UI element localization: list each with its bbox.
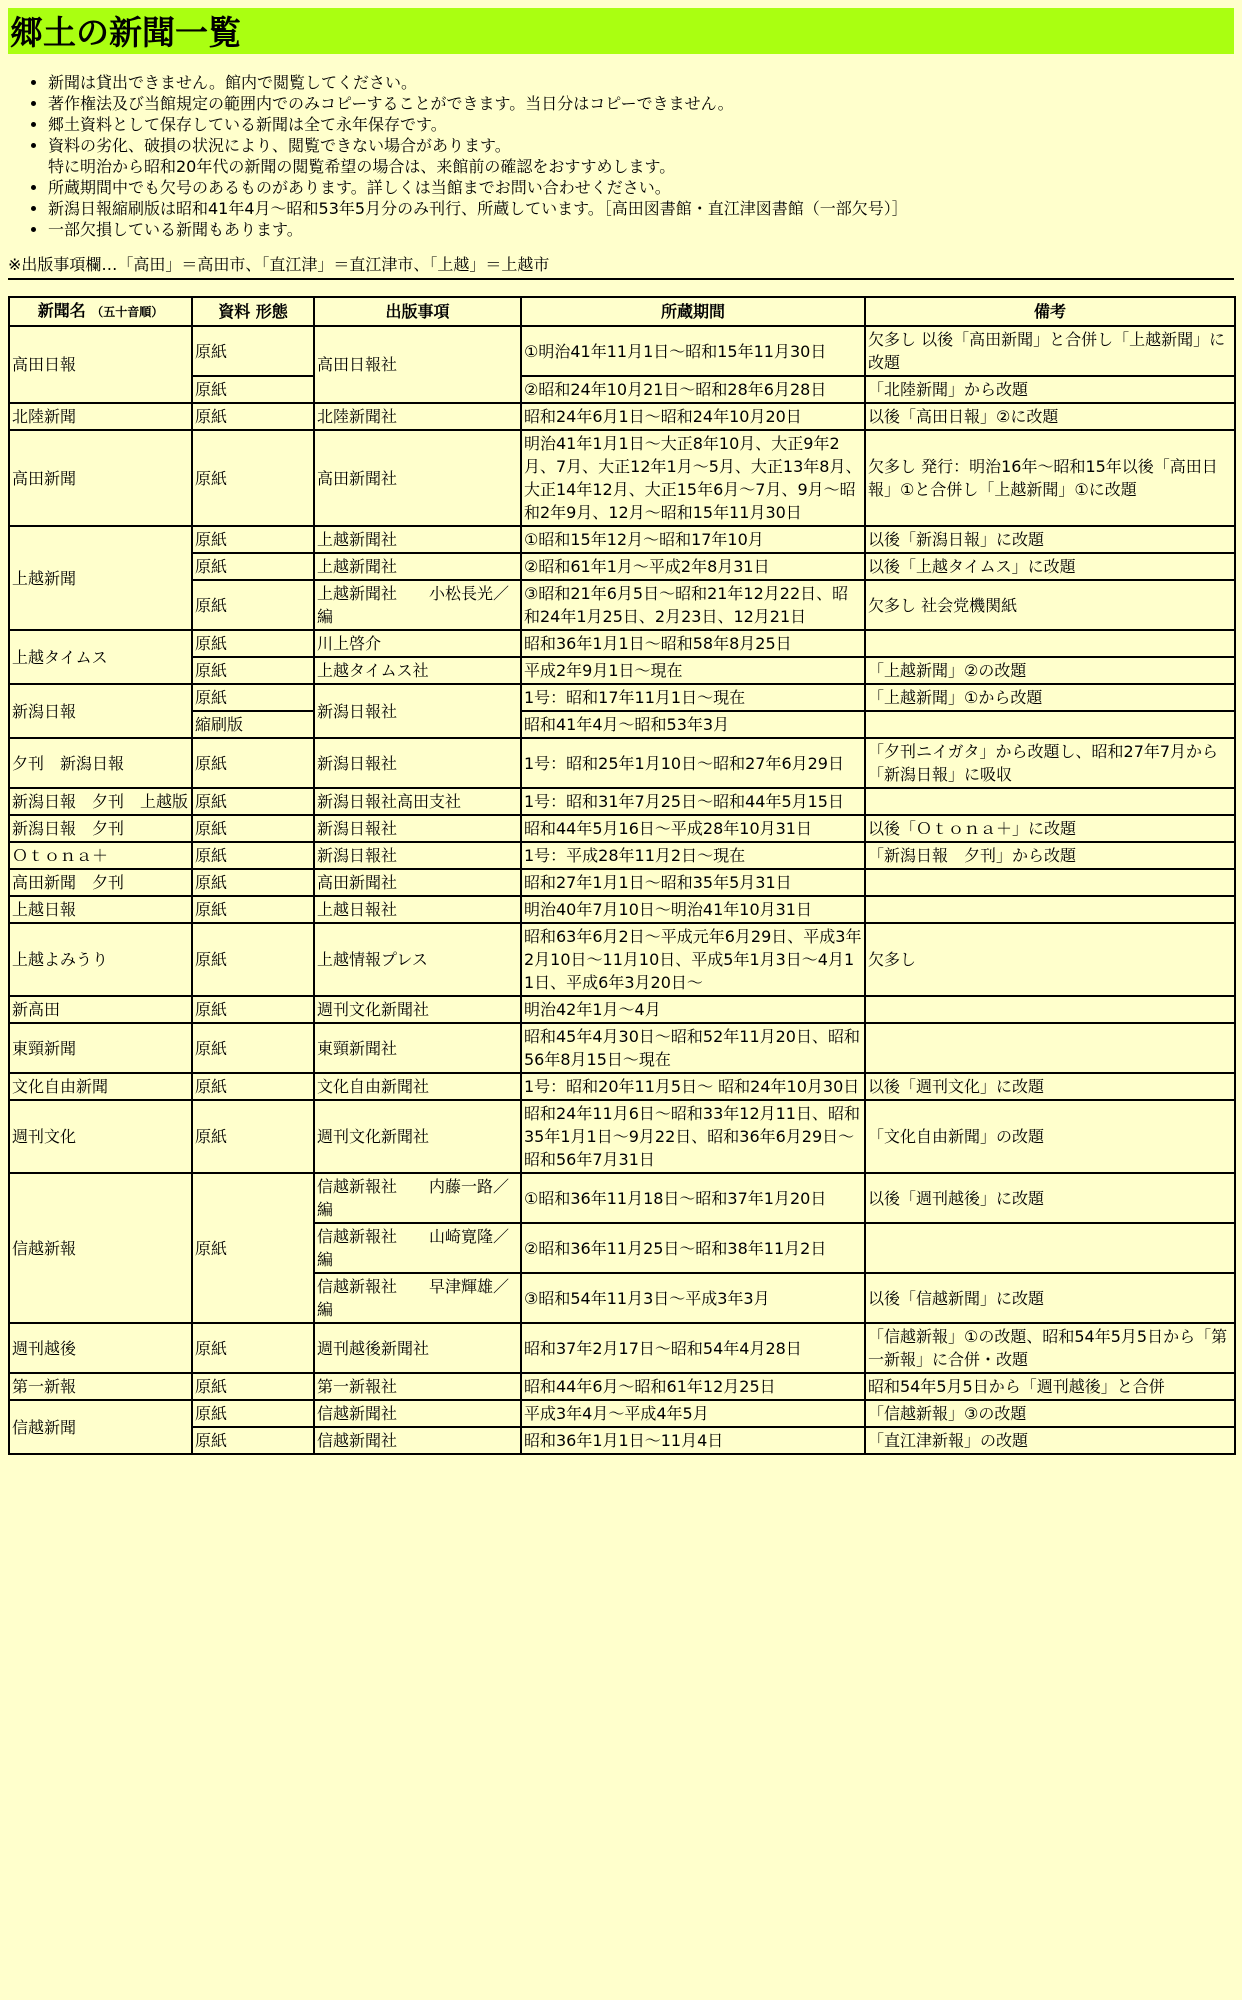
table-row [9, 1023, 1235, 1073]
table-row [9, 923, 1235, 996]
cell-remarks [865, 996, 1235, 1023]
cell-format: 原紙 [192, 376, 314, 403]
cell-remarks: 「信越新報」③の改題 [865, 1400, 1235, 1427]
cell-name: 東頸新聞 [9, 1023, 192, 1073]
cell-remarks [865, 896, 1235, 923]
cell-period: 昭和36年1月1日～11月4日 [521, 1427, 865, 1454]
cell-remarks: 以後「上越タイムス」に改題 [865, 553, 1235, 580]
cell-remarks: 「文化自由新聞」の改題 [865, 1100, 1235, 1173]
cell-remarks: 以後「週刊越後」に改題 [865, 1173, 1235, 1223]
cell-remarks: 「北陸新聞」から改題 [865, 376, 1235, 403]
cell-name: 第一新報 [9, 1373, 192, 1400]
cell-format: 原紙 [192, 738, 314, 788]
cell-publisher: 週刊文化新聞社 [314, 996, 521, 1023]
cell-remarks: 欠多し 以後「高田新聞」と合併し「上越新聞」に改題 [865, 326, 1235, 376]
cell-format: 原紙 [192, 553, 314, 580]
cell-name: 上越よみうり [9, 923, 192, 996]
cell-period: 昭和37年2月17日～昭和54年4月28日 [521, 1323, 865, 1373]
note-text: 特に明治から昭和20年代の新聞の閲覧希望の場合は、来館前の確認をおすすめします。 [48, 157, 676, 176]
table-row [9, 526, 1235, 553]
cell-name: 新潟日報 夕刊 上越版 [9, 788, 192, 815]
column-header-name: 新聞名 （五十音順） [9, 297, 192, 326]
cell-period: 昭和45年4月30日～昭和52年11月20日、昭和56年8月15日～現在 [521, 1023, 865, 1073]
cell-format: 原紙 [192, 580, 314, 630]
table-row [9, 326, 1235, 376]
cell-publisher: 週刊越後新聞社 [314, 1323, 521, 1373]
table-row [9, 869, 1235, 896]
cell-remarks [865, 869, 1235, 896]
cell-publisher: 上越情報プレス [314, 923, 521, 996]
table-row [9, 1100, 1235, 1173]
note-item: • 新聞は貸出できません。館内で閲覧してください。 [48, 72, 1234, 93]
cell-format: 原紙 [192, 996, 314, 1023]
cell-name: 新潟日報 夕刊 [9, 815, 192, 842]
note-item: • 著作権法及び当館規定の範囲内でのみコピーすることができます。当日分はコピーできません。 [48, 93, 1234, 114]
table-row [9, 896, 1235, 923]
cell-format: 原紙 [192, 815, 314, 842]
cell-name: 上越日報 [9, 896, 192, 923]
cell-format: 縮刷版 [192, 711, 314, 738]
cell-period: ③昭和21年6月5日～昭和21年12月22日、昭和24年1月25日、2月23日、12月21日 [521, 580, 865, 630]
cell-format: 原紙 [192, 1323, 314, 1373]
cell-name: 高田日報 [9, 326, 192, 403]
cell-period: 昭和41年4月～昭和53年3月 [521, 711, 865, 738]
cell-period: ②昭和61年1月～平成2年8月31日 [521, 553, 865, 580]
table-row [9, 842, 1235, 869]
cell-publisher: 第一新報社 [314, 1373, 521, 1400]
cell-remarks [865, 788, 1235, 815]
cell-format: 原紙 [192, 657, 314, 684]
cell-remarks: 「信越新報」①の改題、昭和54年5月5日から「第一新報」に合併・改題 [865, 1323, 1235, 1373]
cell-name: 新潟日報 [9, 684, 192, 738]
cell-remarks: 「直江津新報」の改題 [865, 1427, 1235, 1454]
cell-publisher: 上越新聞社 [314, 553, 521, 580]
cell-publisher: 川上啓介 [314, 630, 521, 657]
table-row [9, 1173, 1235, 1223]
cell-format: 原紙 [192, 684, 314, 711]
column-header-format: 資料 形態 [192, 297, 314, 326]
note-item: • 郷土資料として保存している新聞は全て永年保存です。 [48, 114, 1234, 135]
cell-name: 週刊越後 [9, 1323, 192, 1373]
cell-publisher: 東頸新聞社 [314, 1023, 521, 1073]
cell-publisher: 上越新聞社 小松長光／編 [314, 580, 521, 630]
table-row [9, 1073, 1235, 1100]
cell-period: 昭和44年5月16日～平成28年10月31日 [521, 815, 865, 842]
cell-format: 原紙 [192, 1173, 314, 1323]
cell-period: 昭和36年1月1日～昭和58年8月25日 [521, 630, 865, 657]
column-header-remarks: 備考 [865, 297, 1235, 326]
table-row [9, 1400, 1235, 1427]
cell-period: ①昭和36年11月18日～昭和37年1月20日 [521, 1173, 865, 1223]
cell-period: 1号：昭和17年11月1日～現在 [521, 684, 865, 711]
cell-publisher: 上越新聞社 [314, 526, 521, 553]
cell-format: 原紙 [192, 788, 314, 815]
cell-format: 原紙 [192, 1427, 314, 1454]
cell-name: 新高田 [9, 996, 192, 1023]
cell-name: 北陸新聞 [9, 403, 192, 430]
cell-period: 明治41年1月1日～大正8年10月、大正9年2月、7月、大正12年1月～5月、大正13年8月、大正14年12月、大正15年6月～7月、9月～昭和2年9月、12月～昭和15年11月30日 [521, 430, 865, 526]
table-row [9, 430, 1235, 526]
table-row [9, 1427, 1235, 1454]
cell-period: 昭和44年6月～昭和61年12月25日 [521, 1373, 865, 1400]
cell-publisher: 新潟日報社 [314, 738, 521, 788]
cell-remarks [865, 1023, 1235, 1073]
cell-period: 昭和24年6月1日～昭和24年10月20日 [521, 403, 865, 430]
cell-publisher: 信越新報社 内藤一路／編 [314, 1173, 521, 1223]
cell-format: 原紙 [192, 869, 314, 896]
cell-name: 夕刊 新潟日報 [9, 738, 192, 788]
cell-remarks [865, 711, 1235, 738]
cell-period: 明治42年1月～4月 [521, 996, 865, 1023]
cell-period: 平成2年9月1日～現在 [521, 657, 865, 684]
table-row [9, 684, 1235, 711]
cell-remarks: 「上越新聞」①から改題 [865, 684, 1235, 711]
column-header-period: 所蔵期間 [521, 297, 865, 326]
cell-name: 高田新聞 夕刊 [9, 869, 192, 896]
cell-publisher: 上越タイムス社 [314, 657, 521, 684]
column-header-publisher: 出版事項 [314, 297, 521, 326]
cell-name: 上越タイムス [9, 630, 192, 684]
cell-period: 1号：平成28年11月2日～現在 [521, 842, 865, 869]
cell-format: 原紙 [192, 1023, 314, 1073]
cell-period: ②昭和36年11月25日～昭和38年11月2日 [521, 1223, 865, 1273]
cell-period: 1号：昭和31年7月25日～昭和44年5月15日 [521, 788, 865, 815]
cell-name: 文化自由新聞 [9, 1073, 192, 1100]
notes-list [8, 72, 1234, 240]
cell-period: 平成3年4月～平成4年5月 [521, 1400, 865, 1427]
divider [8, 278, 1234, 280]
cell-period: ③昭和54年11月3日～平成3年3月 [521, 1273, 865, 1323]
note-item: • 新潟日報縮刷版は昭和41年4月～昭和53年5月分のみ刊行、所蔵しています。［高田図書館・直江津図書館（一部欠号）］ [48, 198, 1234, 219]
cell-format: 原紙 [192, 923, 314, 996]
table-header-row [9, 297, 1235, 326]
cell-name: Ｏｔｏｎａ＋ [9, 842, 192, 869]
newspaper-table [8, 296, 1236, 1455]
cell-remarks [865, 1223, 1235, 1273]
cell-publisher: 新潟日報社 [314, 815, 521, 842]
cell-remarks: 以後「週刊文化」に改題 [865, 1073, 1235, 1100]
cell-name: 信越新聞 [9, 1400, 192, 1454]
cell-format: 原紙 [192, 630, 314, 657]
note-item: • 所蔵期間中でも欠号のあるものがあります。詳しくは当館までお問い合わせください。 [48, 177, 1234, 198]
cell-remarks: 「上越新聞」②の改題 [865, 657, 1235, 684]
cell-format: 原紙 [192, 430, 314, 526]
cell-remarks: 以後「新潟日報」に改題 [865, 526, 1235, 553]
table-row [9, 376, 1235, 403]
cell-format: 原紙 [192, 1373, 314, 1400]
table-row [9, 996, 1235, 1023]
cell-format: 原紙 [192, 1400, 314, 1427]
cell-remarks: 欠多し 社会党機関紙 [865, 580, 1235, 630]
cell-format: 原紙 [192, 1100, 314, 1173]
table-row [9, 738, 1235, 788]
table-row [9, 403, 1235, 430]
cell-period: 昭和24年11月6日～昭和33年12月11日、昭和35年1月1日～9月22日、昭和36年6月29日～昭和56年7月31日 [521, 1100, 865, 1173]
cell-publisher: 上越日報社 [314, 896, 521, 923]
cell-format: 原紙 [192, 526, 314, 553]
cell-format: 原紙 [192, 1073, 314, 1100]
page-title: 郷土の新聞一覧 [8, 8, 1234, 54]
table-row [9, 788, 1235, 815]
cell-publisher: 新潟日報社高田支社 [314, 788, 521, 815]
cell-remarks: 以後「信越新聞」に改題 [865, 1273, 1235, 1323]
cell-publisher: 新潟日報社 [314, 842, 521, 869]
publisher-legend: ※出版事項欄…「高田」＝高田市、「直江津」＝直江津市、「上越」＝上越市 [8, 255, 550, 274]
cell-period: ②昭和24年10月21日～昭和28年6月28日 [521, 376, 865, 403]
note-item [48, 135, 1234, 177]
cell-remarks: 「夕刊ニイガタ」から改題し、昭和27年7月から「新潟日報」に吸収 [865, 738, 1235, 788]
cell-period: 1号：昭和20年11月5日～ 昭和24年10月30日 [521, 1073, 865, 1100]
cell-publisher: 信越新報社 山崎寛隆／編 [314, 1223, 521, 1273]
cell-period: ①昭和15年12月～昭和17年10月 [521, 526, 865, 553]
cell-publisher: 新潟日報社 [314, 684, 521, 738]
cell-remarks: 以後「Ｏｔｏｎａ＋」に改題 [865, 815, 1235, 842]
cell-period: 1号：昭和25年1月10日～昭和27年6月29日 [521, 738, 865, 788]
note-text: 資料の劣化、破損の状況により、閲覧できない場合があります。 [48, 136, 511, 155]
cell-format: 原紙 [192, 326, 314, 376]
cell-name: 週刊文化 [9, 1100, 192, 1173]
cell-name: 上越新聞 [9, 526, 192, 630]
cell-remarks: 昭和54年5月5日から「週刊越後」と合併 [865, 1373, 1235, 1400]
cell-publisher: 信越新報社 早津輝雄／編 [314, 1273, 521, 1323]
cell-period: 昭和63年6月2日～平成元年6月29日、平成3年2月10日～11月10日、平成5年1月3日～4月11日、平成6年3月20日～ [521, 923, 865, 996]
cell-publisher: 信越新聞社 [314, 1400, 521, 1427]
cell-remarks: 以後「高田日報」②に改題 [865, 403, 1235, 430]
table-row [9, 711, 1235, 738]
cell-period: 昭和27年1月1日～昭和35年5月31日 [521, 869, 865, 896]
note-item: • 一部欠損している新聞もあります。 [48, 219, 1234, 240]
cell-name: 高田新聞 [9, 430, 192, 526]
cell-publisher: 高田新聞社 [314, 869, 521, 896]
table-row [9, 580, 1235, 630]
cell-format: 原紙 [192, 896, 314, 923]
table-row [9, 1373, 1235, 1400]
cell-publisher: 週刊文化新聞社 [314, 1100, 521, 1173]
cell-period: ①明治41年11月1日～昭和15年11月30日 [521, 326, 865, 376]
cell-publisher: 北陸新聞社 [314, 403, 521, 430]
cell-remarks: 欠多し [865, 923, 1235, 996]
table-row [9, 815, 1235, 842]
table-row [9, 630, 1235, 657]
cell-period: 明治40年7月10日～明治41年10月31日 [521, 896, 865, 923]
cell-remarks [865, 630, 1235, 657]
table-row [9, 657, 1235, 684]
cell-publisher: 文化自由新聞社 [314, 1073, 521, 1100]
cell-remarks: 欠多し 発行：明治16年～昭和15年以後「高田日報」①と合併し「上越新聞」①に改題 [865, 430, 1235, 526]
cell-remarks: 「新潟日報 夕刊」から改題 [865, 842, 1235, 869]
table-row [9, 1323, 1235, 1373]
cell-format: 原紙 [192, 403, 314, 430]
cell-publisher: 高田日報社 [314, 326, 521, 403]
table-row [9, 553, 1235, 580]
cell-name: 信越新報 [9, 1173, 192, 1323]
cell-publisher: 高田新聞社 [314, 430, 521, 526]
cell-publisher: 信越新聞社 [314, 1427, 521, 1454]
cell-format: 原紙 [192, 842, 314, 869]
